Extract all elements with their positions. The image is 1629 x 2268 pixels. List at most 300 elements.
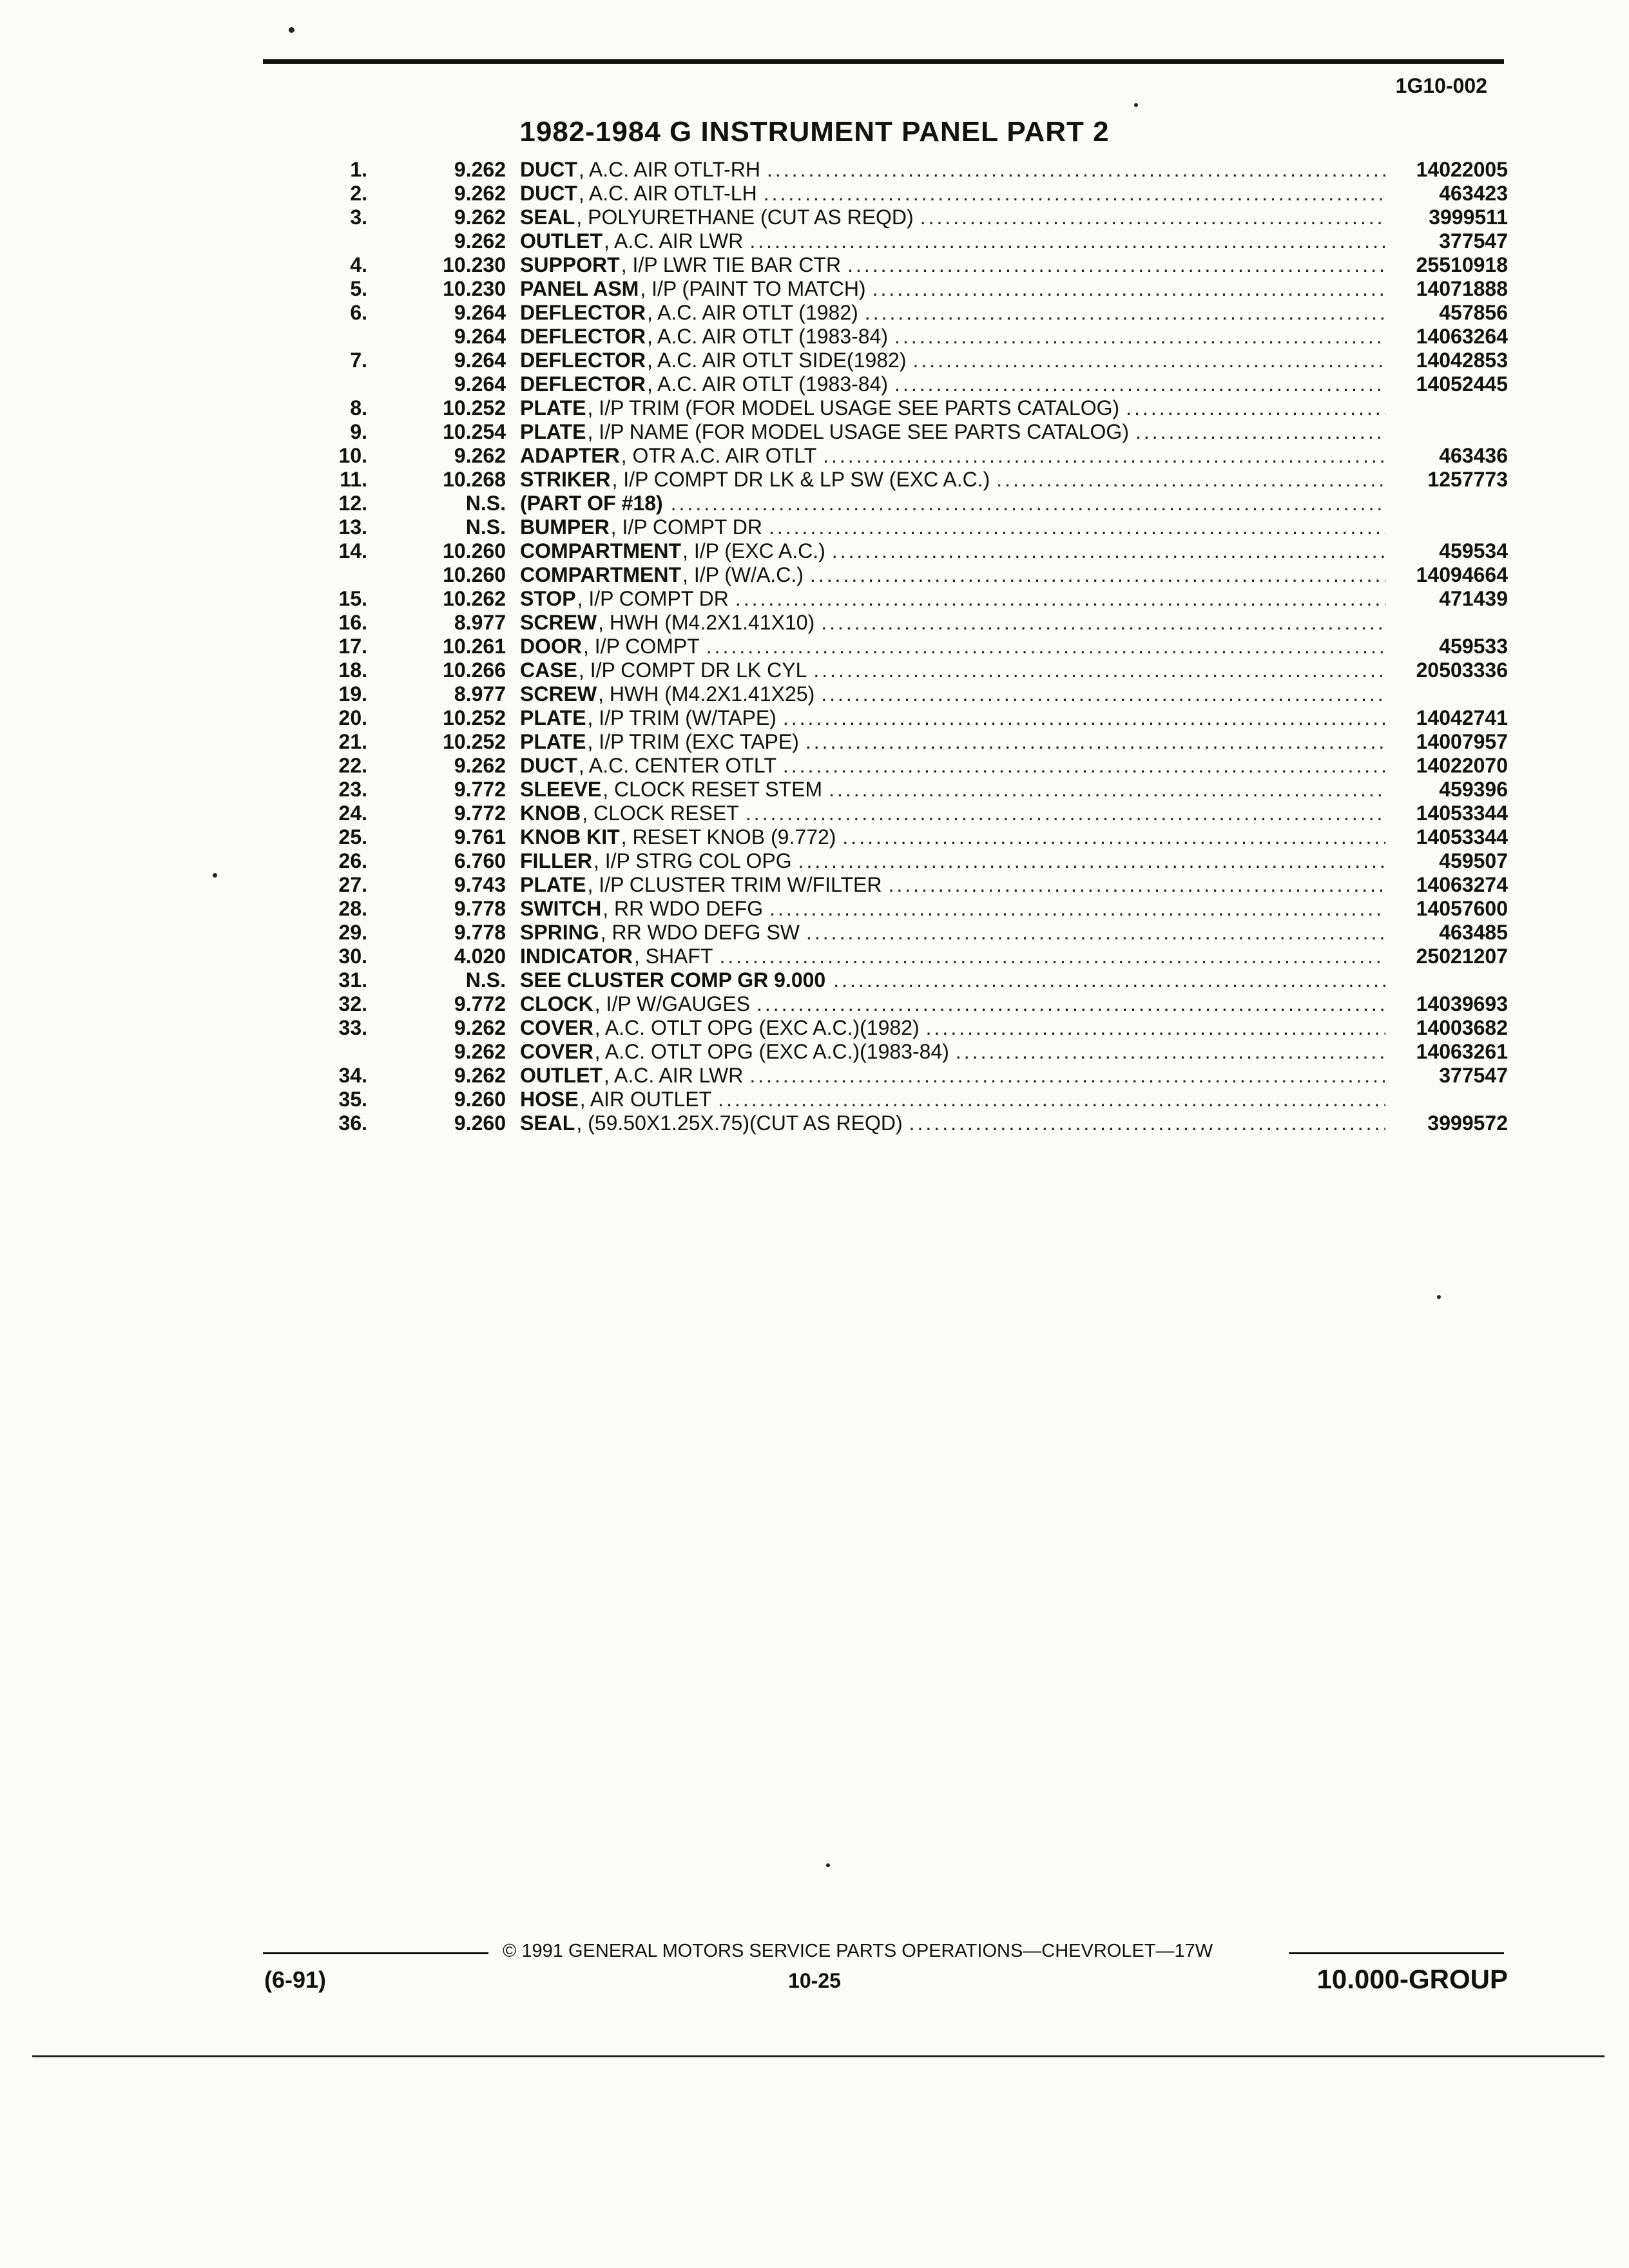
- leader-dots: [996, 468, 1385, 492]
- part-number: 14039693: [1416, 992, 1508, 1015]
- part-name: BUMPER: [520, 515, 610, 539]
- part-description: [520, 349, 1385, 372]
- part-name: STOP: [520, 587, 576, 610]
- part-qualifier: , I/P LWR TIE BAR CTR: [621, 253, 842, 276]
- part-number: 14022005: [1416, 158, 1508, 181]
- item-number: 36.: [338, 1111, 367, 1135]
- leader-dots: [833, 968, 1385, 992]
- part-description: [520, 754, 1385, 778]
- part-name: PANEL ASM: [520, 277, 639, 300]
- item-number: 4.: [350, 253, 367, 276]
- part-name: SEE CLUSTER COMP GR 9.000: [520, 968, 826, 992]
- leader-dots: [956, 1040, 1385, 1064]
- part-qualifier: , POLYURETHANE (CUT AS REQD): [576, 206, 914, 229]
- part-description: [520, 873, 1385, 897]
- part-qualifier: , A.C. AIR OTLT (1983-84): [646, 372, 889, 396]
- part-number: 377547: [1439, 1064, 1508, 1087]
- group-number: 8.977: [454, 611, 506, 634]
- group-label: 10.000-GROUP: [1316, 1964, 1508, 1994]
- part-description: [520, 253, 1385, 277]
- part-description: [520, 897, 1385, 921]
- top-rule: [263, 59, 1504, 64]
- part-name: KNOB KIT: [520, 825, 620, 849]
- part-number: 463423: [1439, 182, 1508, 205]
- leader-dots: [767, 158, 1385, 182]
- part-name: COMPARTMENT: [520, 563, 682, 586]
- group-number: 9.260: [454, 1111, 506, 1135]
- parts-row: [322, 682, 1508, 706]
- scan-speck: [213, 873, 217, 878]
- part-description: [520, 206, 1385, 229]
- parts-row: [322, 253, 1508, 277]
- part-number: 14094664: [1416, 563, 1508, 586]
- group-number: 6.760: [454, 849, 506, 872]
- part-qualifier: , I/P COMPT DR LK & LP SW (EXC A.C.): [612, 468, 990, 491]
- part-description: [520, 658, 1385, 682]
- part-description: [520, 492, 1385, 515]
- item-number: 5.: [350, 277, 367, 300]
- part-number: 25510918: [1416, 253, 1508, 276]
- scan-speck: [1134, 103, 1138, 107]
- part-description: [520, 682, 1385, 706]
- part-name: SEAL: [520, 1111, 575, 1135]
- part-description: [520, 730, 1385, 754]
- part-number: 1257773: [1427, 468, 1508, 491]
- part-number: 463436: [1439, 444, 1508, 467]
- scan-speck: [1437, 1295, 1441, 1299]
- part-qualifier: , I/P STRG COL OPG: [593, 849, 792, 872]
- part-qualifier: , I/P (EXC A.C.): [682, 539, 825, 562]
- part-description: [520, 968, 1385, 992]
- parts-row: [322, 539, 1508, 563]
- item-number: 6.: [350, 301, 367, 324]
- group-number: 9.772: [454, 802, 506, 825]
- group-number: 9.262: [454, 1064, 506, 1087]
- parts-row: [322, 349, 1508, 372]
- parts-row: [322, 992, 1508, 1016]
- leader-dots: [1126, 396, 1385, 420]
- leader-dots: [719, 945, 1385, 968]
- part-description: [520, 1064, 1385, 1088]
- item-number: 17.: [338, 635, 367, 658]
- group-number: 9.778: [454, 897, 506, 920]
- group-number: 9.262: [454, 206, 506, 229]
- parts-row: [322, 1016, 1508, 1040]
- part-description: [520, 921, 1385, 945]
- parts-row: [322, 1111, 1508, 1135]
- parts-row: [322, 873, 1508, 897]
- part-name: KNOB: [520, 802, 581, 825]
- leader-dots: [749, 1064, 1385, 1088]
- part-name: CASE: [520, 658, 577, 682]
- part-number: 14063261: [1416, 1040, 1508, 1063]
- part-name: OUTLET: [520, 229, 602, 253]
- part-name: PLATE: [520, 396, 586, 419]
- scan-speck: [289, 27, 294, 33]
- part-qualifier: , HWH (M4.2X1.41X10): [598, 611, 815, 634]
- part-description: [520, 182, 1385, 206]
- item-number: 25.: [338, 825, 367, 849]
- group-number: 10.266: [443, 658, 506, 682]
- leader-dots: [671, 492, 1385, 515]
- leader-dots: [888, 873, 1385, 897]
- part-description: [520, 444, 1385, 468]
- part-qualifier: , I/P COMPT DR: [577, 587, 729, 610]
- leader-dots: [735, 587, 1385, 611]
- leader-dots: [821, 611, 1385, 635]
- part-name: INDICATOR: [520, 945, 633, 968]
- part-number: 3999511: [1429, 206, 1508, 229]
- part-qualifier: , I/P TRIM (FOR MODEL USAGE SEE PARTS CATALOG): [587, 396, 1120, 419]
- item-number: 29.: [338, 921, 367, 944]
- parts-row: [322, 658, 1508, 682]
- leader-dots: [805, 730, 1385, 754]
- part-qualifier: , AIR OUTLET: [579, 1088, 712, 1111]
- group-number: 9.262: [454, 754, 506, 777]
- group-number: 9.761: [454, 825, 506, 849]
- part-description: [520, 706, 1385, 730]
- leader-dots: [912, 349, 1385, 372]
- part-name: DOOR: [520, 635, 582, 658]
- part-name: COVER: [520, 1016, 593, 1039]
- leader-dots: [783, 754, 1385, 778]
- leader-dots: [718, 1088, 1385, 1111]
- part-qualifier: , I/P NAME (FOR MODEL USAGE SEE PARTS CATALOG): [587, 420, 1129, 443]
- item-number: 35.: [338, 1088, 367, 1111]
- part-description: [520, 158, 1385, 182]
- item-number: 24.: [338, 802, 367, 825]
- leader-dots: [749, 229, 1385, 253]
- parts-row: [322, 1064, 1508, 1088]
- item-number: 9.: [350, 420, 367, 443]
- part-number: 457856: [1439, 301, 1508, 324]
- part-name: DUCT: [520, 182, 577, 205]
- part-description: [520, 325, 1385, 349]
- parts-row: [322, 968, 1508, 992]
- parts-row: [322, 420, 1508, 444]
- page-title: 1982-1984 G INSTRUMENT PANEL PART 2: [519, 116, 1110, 148]
- item-number: 26.: [338, 849, 367, 872]
- group-number: 9.260: [454, 1088, 506, 1111]
- group-number: 9.264: [454, 372, 506, 396]
- part-description: [520, 825, 1385, 849]
- part-qualifier: , A.C. AIR OTLT SIDE(1982): [646, 349, 907, 372]
- part-qualifier: , I/P TRIM (W/TAPE): [587, 706, 776, 729]
- group-number: 9.264: [454, 301, 506, 324]
- part-number: 14042741: [1416, 706, 1508, 729]
- footer-rule-right: [1289, 1952, 1504, 1954]
- part-qualifier: , A.C. CENTER OTLT: [578, 754, 776, 777]
- parts-row: [322, 277, 1508, 301]
- leader-dots: [769, 897, 1385, 921]
- part-number: 14052445: [1416, 372, 1508, 396]
- part-name: CLOCK: [520, 992, 593, 1015]
- part-name: STRIKER: [520, 468, 611, 491]
- leader-dots: [757, 992, 1385, 1016]
- group-number: 9.772: [454, 992, 506, 1015]
- part-description: [520, 802, 1385, 825]
- parts-row: [322, 921, 1508, 945]
- item-number: 16.: [338, 611, 367, 634]
- item-number: 28.: [338, 897, 367, 920]
- item-number: 34.: [338, 1064, 367, 1087]
- group-number: 9.262: [454, 1040, 506, 1063]
- item-number: 7.: [350, 349, 367, 372]
- part-description: [520, 992, 1385, 1016]
- page-code: 1G10-002: [1395, 74, 1487, 97]
- item-number: 27.: [338, 873, 367, 896]
- leader-dots: [764, 182, 1385, 206]
- part-description: [520, 372, 1385, 396]
- part-number: 14007957: [1416, 730, 1508, 753]
- part-qualifier: , I/P CLUSTER TRIM W/FILTER: [587, 873, 882, 896]
- parts-row: [322, 611, 1508, 635]
- part-description: [520, 1111, 1385, 1135]
- part-qualifier: , A.C. AIR LWR: [603, 229, 744, 253]
- part-qualifier: , I/P COMPT: [583, 635, 700, 658]
- leader-dots: [926, 1016, 1385, 1040]
- leader-dots: [842, 825, 1385, 849]
- part-number: 14063274: [1416, 873, 1508, 896]
- item-number: 19.: [338, 682, 367, 706]
- item-number: 18.: [338, 658, 367, 682]
- parts-row: [322, 635, 1508, 658]
- parts-row: [322, 206, 1508, 229]
- group-number: 9.264: [454, 325, 506, 348]
- part-number: 14022070: [1416, 754, 1508, 777]
- group-number: 9.772: [454, 778, 506, 801]
- item-number: 11.: [340, 468, 367, 491]
- part-number: 14003682: [1416, 1016, 1508, 1039]
- item-number: 3.: [350, 206, 367, 229]
- part-name: DUCT: [520, 158, 577, 181]
- copyright-notice: © 1991 GENERAL MOTORS SERVICE PARTS OPERATIONS—CHEVROLET—17W: [503, 1941, 1213, 1961]
- item-number: 32.: [338, 992, 367, 1015]
- parts-row: [322, 778, 1508, 802]
- group-number: 10.262: [443, 587, 506, 610]
- leader-dots: [909, 1111, 1385, 1135]
- leader-dots: [894, 325, 1385, 349]
- part-name: DEFLECTOR: [520, 349, 646, 372]
- part-number: 459396: [1439, 778, 1508, 801]
- part-name: SEAL: [520, 206, 575, 229]
- parts-row: [322, 325, 1508, 349]
- part-description: [520, 515, 1385, 539]
- group-number: 10.230: [443, 277, 506, 300]
- bottom-rule: [32, 2055, 1605, 2057]
- group-number: 10.252: [443, 706, 506, 729]
- item-number: 2.: [350, 182, 367, 205]
- part-description: [520, 468, 1385, 492]
- part-description: [520, 229, 1385, 253]
- part-name: SPRING: [520, 921, 599, 944]
- part-number: 14053344: [1416, 802, 1508, 825]
- part-qualifier: , I/P COMPT DR: [610, 515, 762, 539]
- item-number: 10.: [338, 444, 367, 467]
- part-number: 25021207: [1416, 945, 1508, 968]
- part-number: 463485: [1439, 921, 1508, 944]
- part-number: 14053344: [1416, 825, 1508, 849]
- part-name: PLATE: [520, 420, 586, 443]
- item-number: 21.: [338, 730, 367, 753]
- group-number: N.S.: [465, 492, 506, 515]
- part-description: [520, 849, 1385, 873]
- page-number: 10-25: [788, 1969, 841, 1992]
- group-number: 4.020: [454, 945, 506, 968]
- leader-dots: [821, 682, 1385, 706]
- parts-row: [322, 182, 1508, 206]
- group-number: 9.262: [454, 182, 506, 205]
- leader-dots: [746, 802, 1385, 825]
- part-qualifier: , A.C. AIR OTLT (1983-84): [646, 325, 889, 348]
- item-number: 23.: [338, 778, 367, 801]
- part-name: SLEEVE: [520, 778, 602, 801]
- group-number: 9.262: [454, 229, 506, 253]
- group-number: 9.743: [454, 873, 506, 896]
- group-number: 9.264: [454, 349, 506, 372]
- parts-row: [322, 802, 1508, 825]
- parts-row: [322, 754, 1508, 778]
- part-name: HOSE: [520, 1088, 579, 1111]
- item-number: 31.: [338, 968, 367, 992]
- parts-row: [322, 396, 1508, 420]
- parts-list: [322, 158, 1508, 1135]
- group-number: 10.260: [443, 563, 506, 586]
- part-name: DEFLECTOR: [520, 325, 646, 348]
- group-number: 10.261: [443, 635, 506, 658]
- group-number: 10.230: [443, 253, 506, 276]
- part-description: [520, 1016, 1385, 1040]
- part-qualifier: , I/P (W/A.C.): [682, 563, 804, 586]
- item-number: 33.: [338, 1016, 367, 1039]
- part-qualifier: , I/P (PAINT TO MATCH): [640, 277, 866, 300]
- leader-dots: [798, 849, 1385, 873]
- part-qualifier: , A.C. AIR LWR: [603, 1064, 744, 1087]
- leader-dots: [832, 539, 1385, 563]
- leader-dots: [829, 778, 1385, 802]
- leader-dots: [1135, 420, 1385, 444]
- leader-dots: [706, 635, 1385, 658]
- item-number: 20.: [338, 706, 367, 729]
- scan-speck: [826, 1863, 830, 1867]
- group-number: 10.268: [443, 468, 506, 491]
- parts-row: [322, 468, 1508, 492]
- part-number: 459533: [1439, 635, 1508, 658]
- leader-dots: [865, 301, 1385, 325]
- part-qualifier: , I/P W/GAUGES: [594, 992, 750, 1015]
- item-number: 12.: [338, 492, 367, 515]
- parts-row: [322, 1088, 1508, 1111]
- part-number: 14057600: [1416, 897, 1508, 920]
- part-number: 3999572: [1427, 1111, 1508, 1135]
- part-name: SWITCH: [520, 897, 602, 920]
- part-description: [520, 277, 1385, 301]
- group-number: 10.252: [443, 396, 506, 419]
- parts-row: [322, 492, 1508, 515]
- item-number: 22.: [338, 754, 367, 777]
- part-name: SCREW: [520, 682, 597, 706]
- leader-dots: [894, 372, 1385, 396]
- part-description: [520, 539, 1385, 563]
- part-number: 20503336: [1416, 658, 1508, 682]
- part-qualifier: , OTR A.C. AIR OTLT: [621, 444, 817, 467]
- parts-row: [322, 730, 1508, 754]
- leader-dots: [769, 515, 1385, 539]
- part-name: ADAPTER: [520, 444, 620, 467]
- part-qualifier: , I/P TRIM (EXC TAPE): [587, 730, 799, 753]
- group-number: 10.260: [443, 539, 506, 562]
- leader-dots: [872, 277, 1385, 301]
- part-name: SUPPORT: [520, 253, 620, 276]
- parts-row: [322, 849, 1508, 873]
- leader-dots: [813, 658, 1385, 682]
- parts-row: [322, 444, 1508, 468]
- part-number: 14042853: [1416, 349, 1508, 372]
- leader-dots: [806, 921, 1385, 945]
- part-name: (PART OF #18): [520, 492, 663, 515]
- part-description: [520, 945, 1385, 968]
- part-name: DEFLECTOR: [520, 301, 646, 324]
- group-number: 8.977: [454, 682, 506, 706]
- part-description: [520, 1040, 1385, 1064]
- part-name: OUTLET: [520, 1064, 602, 1087]
- part-description: [520, 301, 1385, 325]
- group-number: 9.262: [454, 1016, 506, 1039]
- group-number: 10.252: [443, 730, 506, 753]
- leader-dots: [823, 444, 1385, 468]
- date-code: (6-91): [264, 1966, 327, 1993]
- part-qualifier: , (59.50X1.25X.75)(CUT AS REQD): [576, 1111, 903, 1135]
- part-qualifier: , A.C. AIR OTLT (1982): [646, 301, 858, 324]
- part-qualifier: , SHAFT: [633, 945, 713, 968]
- part-qualifier: , HWH (M4.2X1.41X25): [598, 682, 815, 706]
- part-qualifier: , CLOCK RESET STEM: [602, 778, 823, 801]
- part-qualifier: , A.C. OTLT OPG (EXC A.C.)(1983-84): [594, 1040, 949, 1063]
- part-qualifier: , RESET KNOB (9.772): [621, 825, 836, 849]
- part-name: COVER: [520, 1040, 593, 1063]
- part-qualifier: , RR WDO DEFG SW: [600, 921, 800, 944]
- parts-row: [322, 372, 1508, 396]
- parts-row: [322, 158, 1508, 182]
- group-number: 9.262: [454, 158, 506, 181]
- part-number: 377547: [1439, 229, 1508, 253]
- parts-row: [322, 563, 1508, 587]
- leader-dots: [847, 253, 1385, 277]
- parts-row: [322, 706, 1508, 730]
- parts-row: [322, 945, 1508, 968]
- part-name: SCREW: [520, 611, 597, 634]
- parts-row: [322, 897, 1508, 921]
- leader-dots: [810, 563, 1385, 587]
- part-qualifier: , I/P COMPT DR LK CYL: [578, 658, 807, 682]
- item-number: 1.: [350, 158, 367, 181]
- part-number: 471439: [1439, 587, 1508, 610]
- item-number: 8.: [350, 396, 367, 419]
- group-number: N.S.: [465, 515, 506, 539]
- group-number: 9.262: [454, 444, 506, 467]
- part-number: 14071888: [1416, 277, 1508, 300]
- part-name: PLATE: [520, 873, 586, 896]
- part-qualifier: , A.C. OTLT OPG (EXC A.C.)(1982): [594, 1016, 920, 1039]
- parts-row: [322, 301, 1508, 325]
- part-description: [520, 778, 1385, 802]
- parts-row: [322, 825, 1508, 849]
- parts-row: [322, 587, 1508, 611]
- part-number: 459507: [1439, 849, 1508, 872]
- part-description: [520, 1088, 1385, 1111]
- footer-rule-left: [263, 1952, 488, 1954]
- part-description: [520, 611, 1385, 635]
